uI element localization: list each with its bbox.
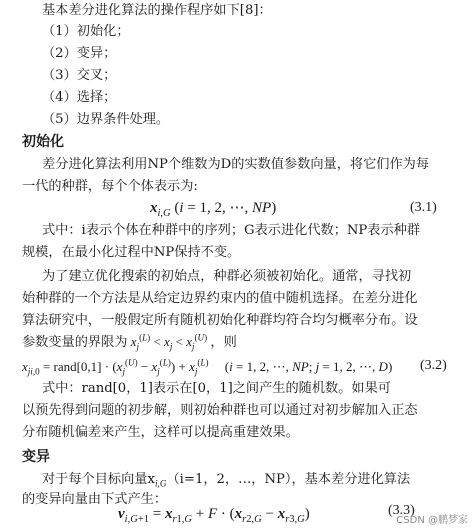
init-para3-line1: 为了建立优化搜索的初始点，种群必须被初始化。通常，寻找初 [42, 269, 412, 284]
heading-initialization: 初始化 [22, 134, 64, 150]
equation-3-3: $v_{i,G+1} = x_{r1,G} + F \cdot (x_{r2,G} - x_{r3,G})$ [118, 506, 310, 525]
bounds-intro-text: 参数变量的界限为 [22, 335, 128, 350]
step-1: （1）初始化； [42, 24, 130, 39]
init-para4-line2: 以预先得到问题的初步解，则初始种群也可以通过对初步解加入正态 [22, 403, 418, 418]
bounds-then-text: ，则 [210, 335, 237, 350]
equation-3-3-label: (3.3) [388, 503, 415, 518]
bounds-inequality: $x_j^{(L)} < x_j < x_j^{(U)}$ [130, 332, 208, 352]
init-para4-line3: 分布随机偏差来产生，这样可以提高重建效果。 [22, 425, 299, 440]
mut-range-text: （i=1，2，…，NP），基本差分进化算法 [166, 472, 411, 487]
equation-3-2: $x_{ji,0}$ = rand[0,1] · $(x_j^{(U)} - x_j^{(L)}) + x_j^{(L)}$ (i = 1, 2, ⋯, NP; j = 1, 2, ⋯, D) [22, 357, 393, 377]
equation-3-1: $x_{i,G}$ (i = 1, 2, ⋯, NP) [150, 200, 277, 219]
intro-line: 基本差分进化算法的操作程序如下[8]： [42, 3, 272, 18]
init-para3-line3: 算法研究中，一般假定所有随机初始化种群均符合均匀概率分布。设 [22, 313, 418, 328]
mut-target-vector-text: 对于每个目标向量x [42, 472, 155, 487]
init-para3-line4 [22, 333, 237, 352]
init-para4-line1: 式中：rand[0，1]表示在[0，1]之间产生的随机数。如果可 [42, 381, 391, 396]
mut-para1-line1: 对于每个目标向量$x_{i,G}(i=1$，2，…，NP），基本差分进化算法 [42, 472, 411, 489]
init-para2-line2: 规模，在最小化过程中NP保持不变。 [22, 245, 241, 260]
equation-3-2-label: (3.2) [420, 358, 447, 373]
step-2: （2）变异； [42, 46, 117, 61]
heading-mutation: 变异 [22, 449, 50, 465]
step-4: （4）选择； [42, 90, 117, 105]
step-5: （5）边界条件处理。 [42, 112, 170, 127]
step-3: （3）交叉； [42, 68, 117, 83]
init-para1-line1: 差分进化算法利用NP个维数为D的实数值参数向量，将它们作为每 [42, 157, 430, 172]
init-para1-line2: 一代的种群，每个个体表示为: [22, 179, 198, 194]
init-para3-line2: 始种群的一个方法是从给定边界约束内的值中随机选择。在差分进化 [22, 291, 418, 306]
equation-3-1-label: (3.1) [410, 200, 437, 215]
csdn-watermark: CSDN @鹏梦家 [396, 515, 468, 526]
init-para2-line1: 式中：i表示个体在种群中的序列；G表示进化代数；NP表示种群 [42, 223, 421, 238]
mut-para1-line2: 的变异向量由下式产生： [22, 492, 168, 507]
